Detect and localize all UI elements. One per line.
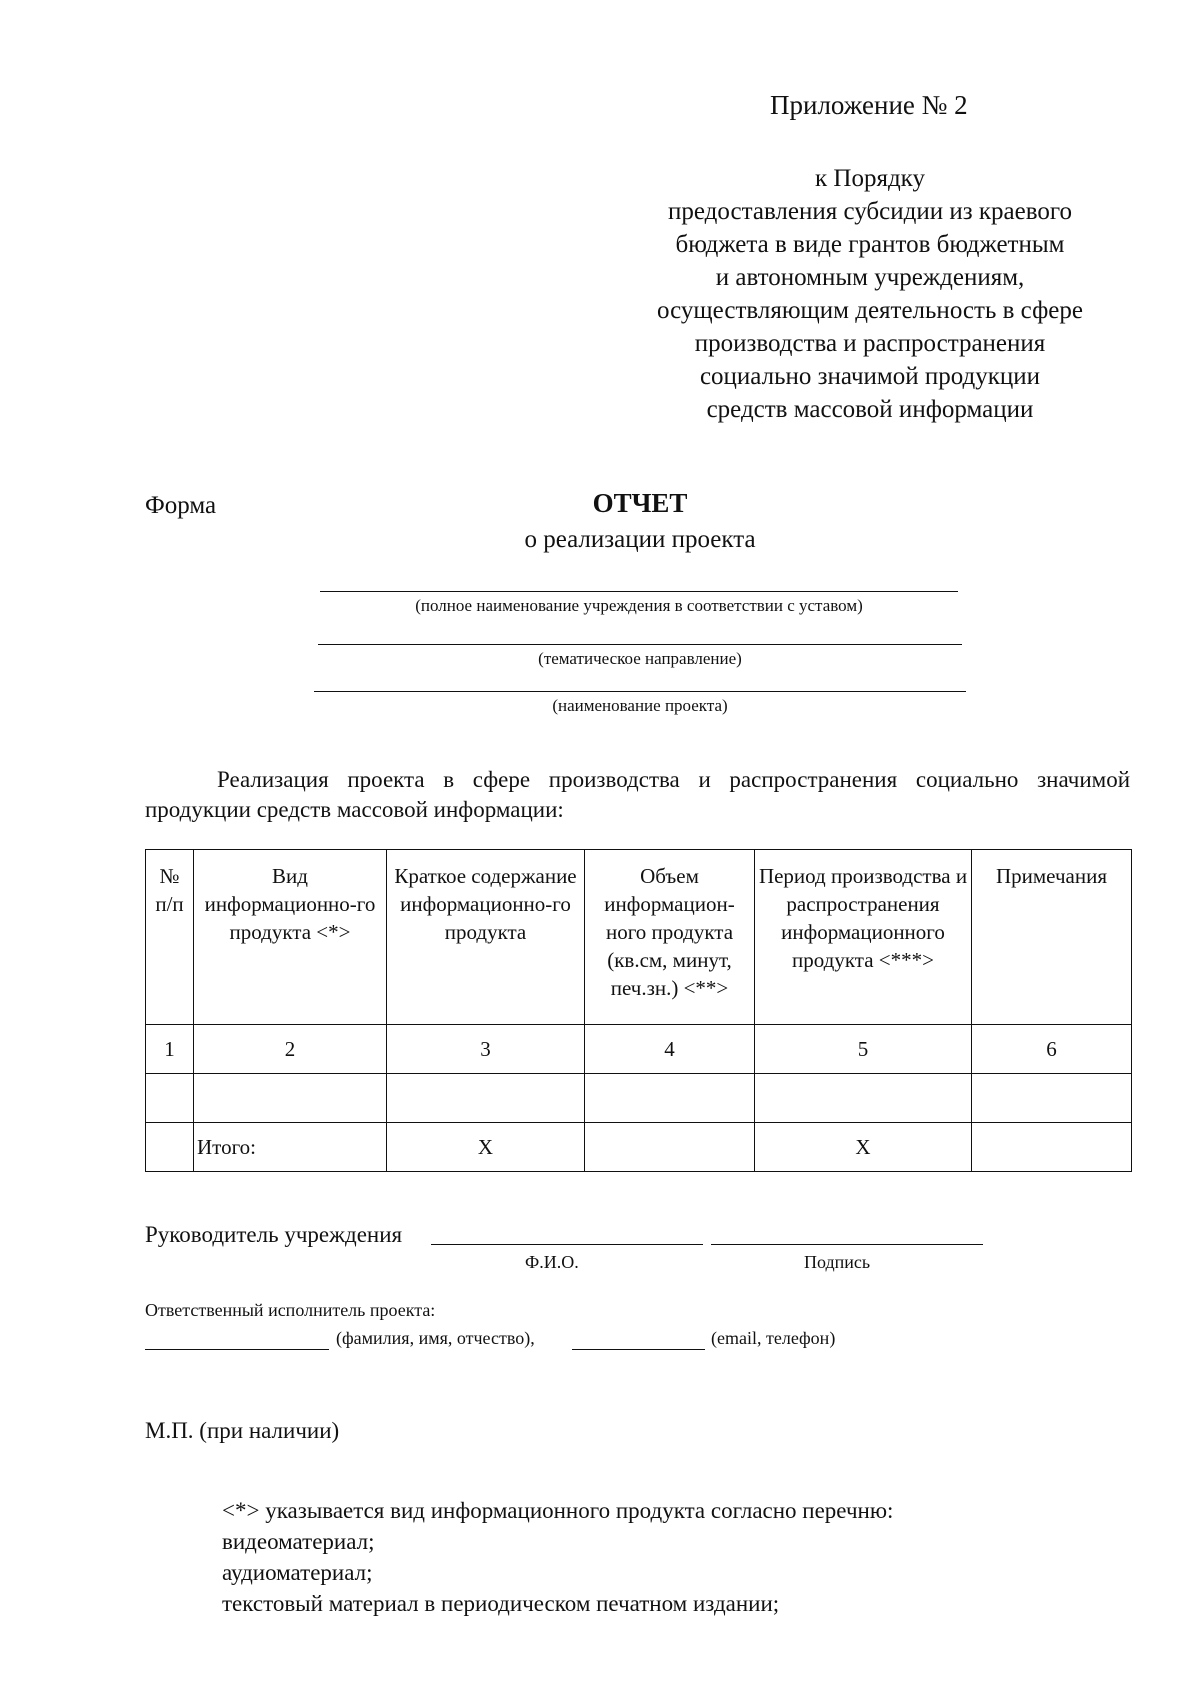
header-cell-notes: Примечания bbox=[972, 850, 1132, 1025]
head-of-institution-label: Руководитель учреждения bbox=[145, 1222, 403, 1247]
header-cell-period: Период производства и распространения информационного продукта <***> bbox=[755, 850, 972, 1025]
total-cell: X bbox=[387, 1123, 585, 1172]
signature-caption: Подпись bbox=[804, 1252, 871, 1272]
total-cell[interactable] bbox=[585, 1123, 755, 1172]
appendix-line: бюджета в виде грантов бюджетным bbox=[675, 231, 1065, 258]
appendix-line: средств массовой информации bbox=[706, 396, 1034, 423]
total-cell[interactable] bbox=[972, 1123, 1132, 1172]
stamp-place-label: М.П. (при наличии) bbox=[145, 1418, 340, 1443]
thematic-direction-caption: (тематическое направление) bbox=[538, 649, 742, 668]
table-header-row bbox=[146, 850, 1132, 1025]
column-number-cell: 1 bbox=[146, 1025, 194, 1074]
column-number-cell: 4 bbox=[585, 1025, 755, 1074]
header-cell-volume: Объем информацион-ного продукта (кв.см, минут, печ.зн.) <**> bbox=[585, 850, 755, 1025]
entry-cell[interactable] bbox=[972, 1074, 1132, 1123]
thematic-direction-field[interactable] bbox=[318, 644, 962, 645]
footnote-line: аудиоматериал; bbox=[222, 1560, 373, 1585]
report-title: ОТЧЕТ bbox=[592, 488, 688, 518]
form-label: Форма bbox=[145, 492, 217, 519]
entry-cell[interactable] bbox=[585, 1074, 755, 1123]
entry-cell[interactable] bbox=[146, 1074, 194, 1123]
report-table bbox=[145, 849, 1132, 1172]
footnote-line: текстовый материал в периодическом печатном издании; bbox=[222, 1591, 780, 1616]
institution-name-caption: (полное наименование учреждения в соответствии с уставом) bbox=[415, 596, 863, 615]
institution-name-field[interactable] bbox=[320, 591, 958, 592]
column-number-cell: 3 bbox=[387, 1025, 585, 1074]
contact-hint: (email, телефон) bbox=[711, 1328, 836, 1348]
table-row-entry bbox=[146, 1074, 1132, 1123]
responsible-executor-label: Ответственный исполнитель проекта: bbox=[145, 1300, 436, 1320]
project-name-field[interactable] bbox=[314, 691, 966, 692]
report-subtitle: о реализации проекта bbox=[524, 526, 756, 553]
intro-paragraph: Реализация проекта в сфере производства и распространения социально значимой продукции средств массовой информации: bbox=[145, 767, 1130, 822]
total-cell: X bbox=[755, 1123, 972, 1172]
header-cell-summary: Краткое содержание информационно-го продукта bbox=[387, 850, 585, 1025]
head-signature-field[interactable] bbox=[711, 1244, 983, 1245]
project-name-caption: (наименование проекта) bbox=[552, 696, 728, 715]
appendix-line: предоставления субсидии из краевого bbox=[668, 198, 1072, 225]
appendix-line: социально значимой продукции bbox=[699, 363, 1041, 390]
table-row-column-numbers bbox=[146, 1025, 1132, 1074]
header-cell-product-type: Вид информационно-го продукта <*> bbox=[194, 850, 387, 1025]
fio-hint: (фамилия, имя, отчество), bbox=[336, 1328, 535, 1348]
responsible-fio-field[interactable] bbox=[145, 1349, 329, 1350]
footnote-line: <*> указывается вид информационного продукта согласно перечню: bbox=[222, 1498, 894, 1523]
footnote-line: видеоматериал; bbox=[222, 1529, 375, 1554]
head-fio-field[interactable] bbox=[431, 1244, 703, 1245]
appendix-title: Приложение № 2 bbox=[770, 90, 968, 120]
table-row-total bbox=[146, 1123, 1132, 1172]
column-number-cell: 2 bbox=[194, 1025, 387, 1074]
entry-cell[interactable] bbox=[194, 1074, 387, 1123]
column-number-cell: 6 bbox=[972, 1025, 1132, 1074]
appendix-reference bbox=[610, 162, 1130, 426]
appendix-line: производства и распространения bbox=[694, 330, 1046, 357]
column-number-cell: 5 bbox=[755, 1025, 972, 1074]
responsible-contact-field[interactable] bbox=[572, 1349, 705, 1350]
total-label-cell: Итого: bbox=[194, 1123, 387, 1172]
appendix-line: осуществляющим деятельность в сфере bbox=[657, 297, 1083, 324]
fio-caption: Ф.И.О. bbox=[525, 1252, 579, 1272]
total-cell bbox=[146, 1123, 194, 1172]
entry-cell[interactable] bbox=[387, 1074, 585, 1123]
header-cell-number: № п/п bbox=[146, 850, 194, 1025]
entry-cell[interactable] bbox=[755, 1074, 972, 1123]
appendix-line: к Порядку bbox=[815, 165, 925, 192]
footnotes bbox=[222, 1495, 893, 1619]
appendix-line: и автономным учреждениям, bbox=[715, 264, 1025, 291]
